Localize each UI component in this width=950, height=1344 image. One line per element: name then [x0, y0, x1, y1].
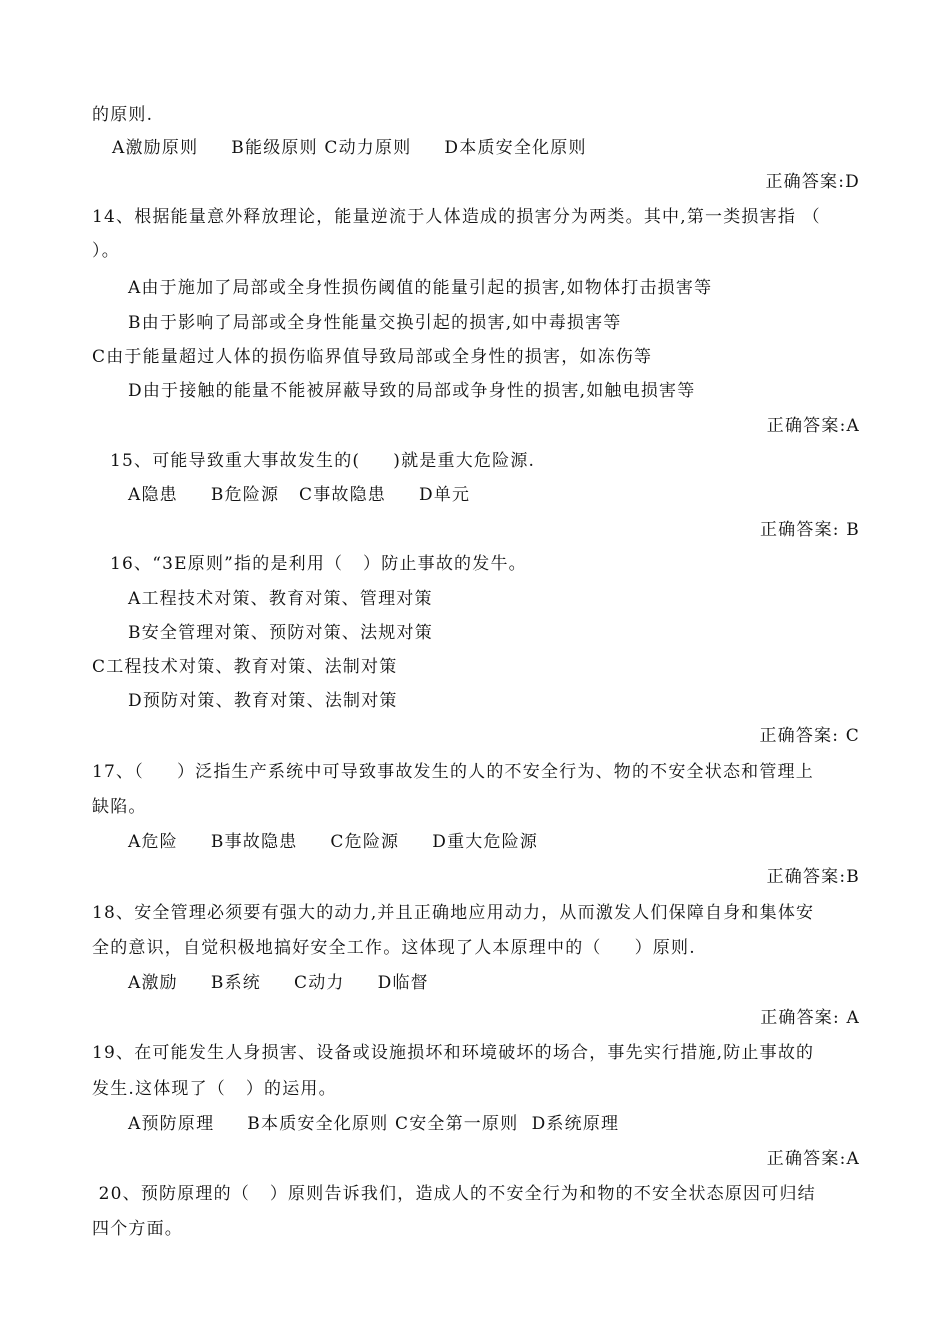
q16-option-b: B安全管理对策、预防对策、法规对策	[128, 623, 433, 643]
q15-options: A隐患 B危险源 C事故隐患 D单元	[128, 485, 471, 505]
q18-stem: 18、安全管理必须要有强大的动力,并且正确地应用动力，从而激发人们保障自身和集体安	[92, 903, 815, 923]
q19-stem: 19、在可能发生人身损害、设备或设施损坏和环境破坏的场合，事先实行措施,防止事故的	[92, 1043, 815, 1063]
q18-options: A激励 B系统 C动力 D临督	[128, 973, 429, 993]
q14-answer: 正确答案:A	[766, 416, 860, 436]
q17-stem-cont: 缺陷。	[92, 797, 147, 817]
q19-answer: 正确答案:A	[766, 1149, 860, 1169]
q14-stem: 14、根据能量意外释放理论，能量逆流于人体造成的损害分为两类。其中,第一类损害指 （	[92, 207, 821, 227]
q16-option-d: D预防对策、教育对策、法制对策	[128, 691, 398, 711]
q17-options: A危险 B事故隐患 C危险源 D重大危险源	[128, 832, 539, 852]
q17-answer: 正确答案:B	[766, 867, 860, 887]
q14-stem-cont: ）。	[92, 241, 120, 261]
q16-option-c: C工程技术对策、教育对策、法制对策	[92, 657, 398, 677]
q20-stem: 20、预防原理的（ ）原则告诉我们，造成人的不安全行为和物的不安全状态原因可归结	[92, 1184, 816, 1204]
q14-option-b: B由于影响了局部或全身性能量交换引起的损害,如中毒损害等	[128, 313, 622, 333]
q17-stem: 17、（ ）泛指生产系统中可导致事故发生的人的不安全行为、物的不安全状态和管理上	[92, 762, 814, 782]
q16-stem: 16、“3E原则”指的是利用（ ）防止事故的发牛。	[110, 554, 527, 574]
q19-options: A预防原理 B本质安全化原则 C安全第一原则 D系统原理	[128, 1114, 620, 1134]
q15-answer: 正确答案: B	[759, 520, 860, 540]
q16-answer: 正确答案: C	[759, 726, 860, 746]
q19-stem-cont: 发生.这体现了（ ）的运用。	[92, 1079, 337, 1099]
q18-answer: 正确答案: A	[760, 1008, 860, 1028]
q18-stem-cont: 全的意识，自觉积极地搞好安全工作。这体现了人本原理中的（ ）原则.	[92, 938, 696, 958]
q14-option-a: A由于施加了局部或全身性损伤阈值的能量引起的损害,如物体打击损害等	[128, 278, 713, 298]
q14-option-c: C由于能量超过人体的损伤临界值导致局部或全身性的损害，如冻伤等	[92, 347, 653, 367]
q14-option-d: D由于接触的能量不能被屏蔽导致的局部或争身性的损害,如触电损害等	[128, 381, 696, 401]
q20-stem-cont: 四个方面。	[92, 1219, 183, 1239]
q13-continuation: 的原则.	[92, 105, 154, 125]
q13-answer: 正确答案:D	[765, 172, 860, 192]
q16-option-a: A工程技术对策、教育对策、管理对策	[128, 589, 433, 609]
q13-options: A激励原则 B能级原则 C动力原则 D本质安全化原则	[112, 138, 587, 158]
q15-stem: 15、可能导致重大事故发生的( )就是重大危险源.	[110, 451, 536, 471]
